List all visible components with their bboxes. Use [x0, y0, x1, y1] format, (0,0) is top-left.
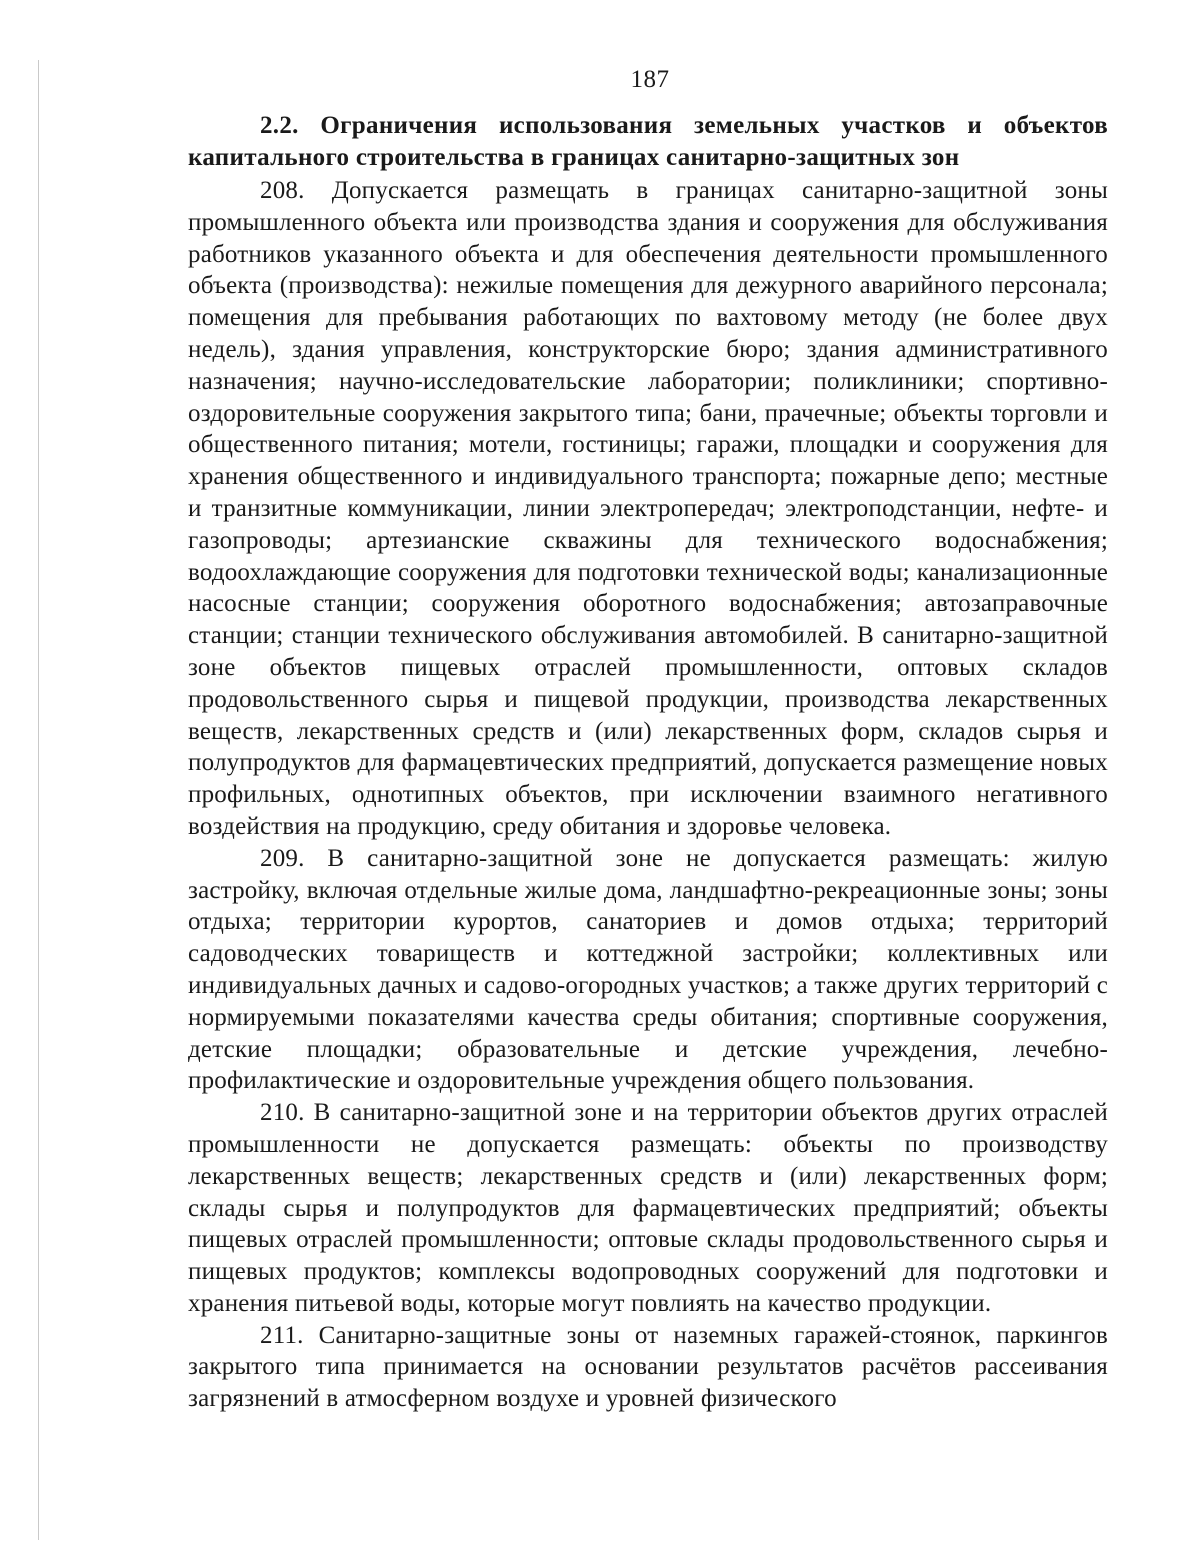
scan-edge-line	[38, 60, 39, 1540]
section-heading: 2.2. Ограничения использования земельных участков и объектов капитального строительства в границах санитарно-защитных зон	[188, 112, 1108, 171]
paragraph-209: 209. В санитарно-защитной зоне не допускается размещать: жилую застройку, включая отдельные жилые дома, ландшафтно-рекреационные зоны; зоны отдыха; территории курортов, санаториев и домов отдыха; территорий садоводческих товариществ и коттеджной застройки; коллективных или индивидуальных дачных и садово-огородных участков; а также других территорий с нормируемыми показателями качества среды обитания; спортивные сооружения, детские площадки; образовательные и детские учреждения, лечебно-профилактические и оздоровительные учреждения общего пользования.	[188, 844, 1108, 1095]
document-body	[188, 110, 1108, 1415]
paragraph-211: 211. Санитарно-защитные зоны от наземных гаражей-стоянок, паркингов закрытого типа принимается на основании результатов расчётов рассеивания загрязнений в атмосферном воздухе и уровней физического	[188, 1321, 1108, 1413]
paragraph-210: 210. В санитарно-защитной зоне и на территории объектов других отраслей промышленности не допускается размещать: объекты по производству лекарственных веществ; лекарственных средств и (или) лекарственных форм; склады сырья и полупродуктов для фармацевтических предприятий; объекты пищевых отраслей промышленности; оптовые склады продовольственного сырья и пищевых продуктов; комплексы водопроводных сооружений для подготовки и хранения питьевой воды, которые могут повлиять на качество продукции.	[188, 1099, 1108, 1317]
page-number: 187	[630, 66, 670, 93]
paragraph-208: 208. Допускается размещать в границах санитарно-защитной зоны промышленного объекта или производства здания и сооружения для обслуживания работников указанного объекта и для обеспечения деятельности промышленного объекта (производства): нежилые помещения для дежурного аварийного персонала; помещения для пребывания работающих по вахтовому методу (не более двух недель), здания управления, конструкторские бюро; здания административного назначения; научно-исследовательские лаборатории; поликлиники; спортивно-оздоровительные сооружения закрытого типа; бани, прачечные; объекты торговли и общественного питания; мотели, гостиницы; гаражи, площадки и сооружения для хранения общественного и индивидуального транспорта; пожарные депо; местные и транзитные коммуникации, линии электропередач; электроподстанции, нефте- и газопроводы; артезианские скважины для технического водоснабжения; водоохлаждающие сооружения для подготовки технической воды; канализационные насосные станции; сооружения оборотного водоснабжения; автозаправочные станции; станции технического обслуживания автомобилей. В санитарно-защитной зоне объектов пищевых отраслей промышленности, оптовых складов продовольственного сырья и пищевой продукции, производства лекарственных веществ, лекарственных средств и (или) лекарственных форм, складов сырья и полупродуктов для фармацевтических предприятий, допускается размещение новых профильных, однотипных объектов, при исключении взаимного негативного воздействия на продукцию, среду обитания и здоровье человека.	[188, 177, 1108, 840]
